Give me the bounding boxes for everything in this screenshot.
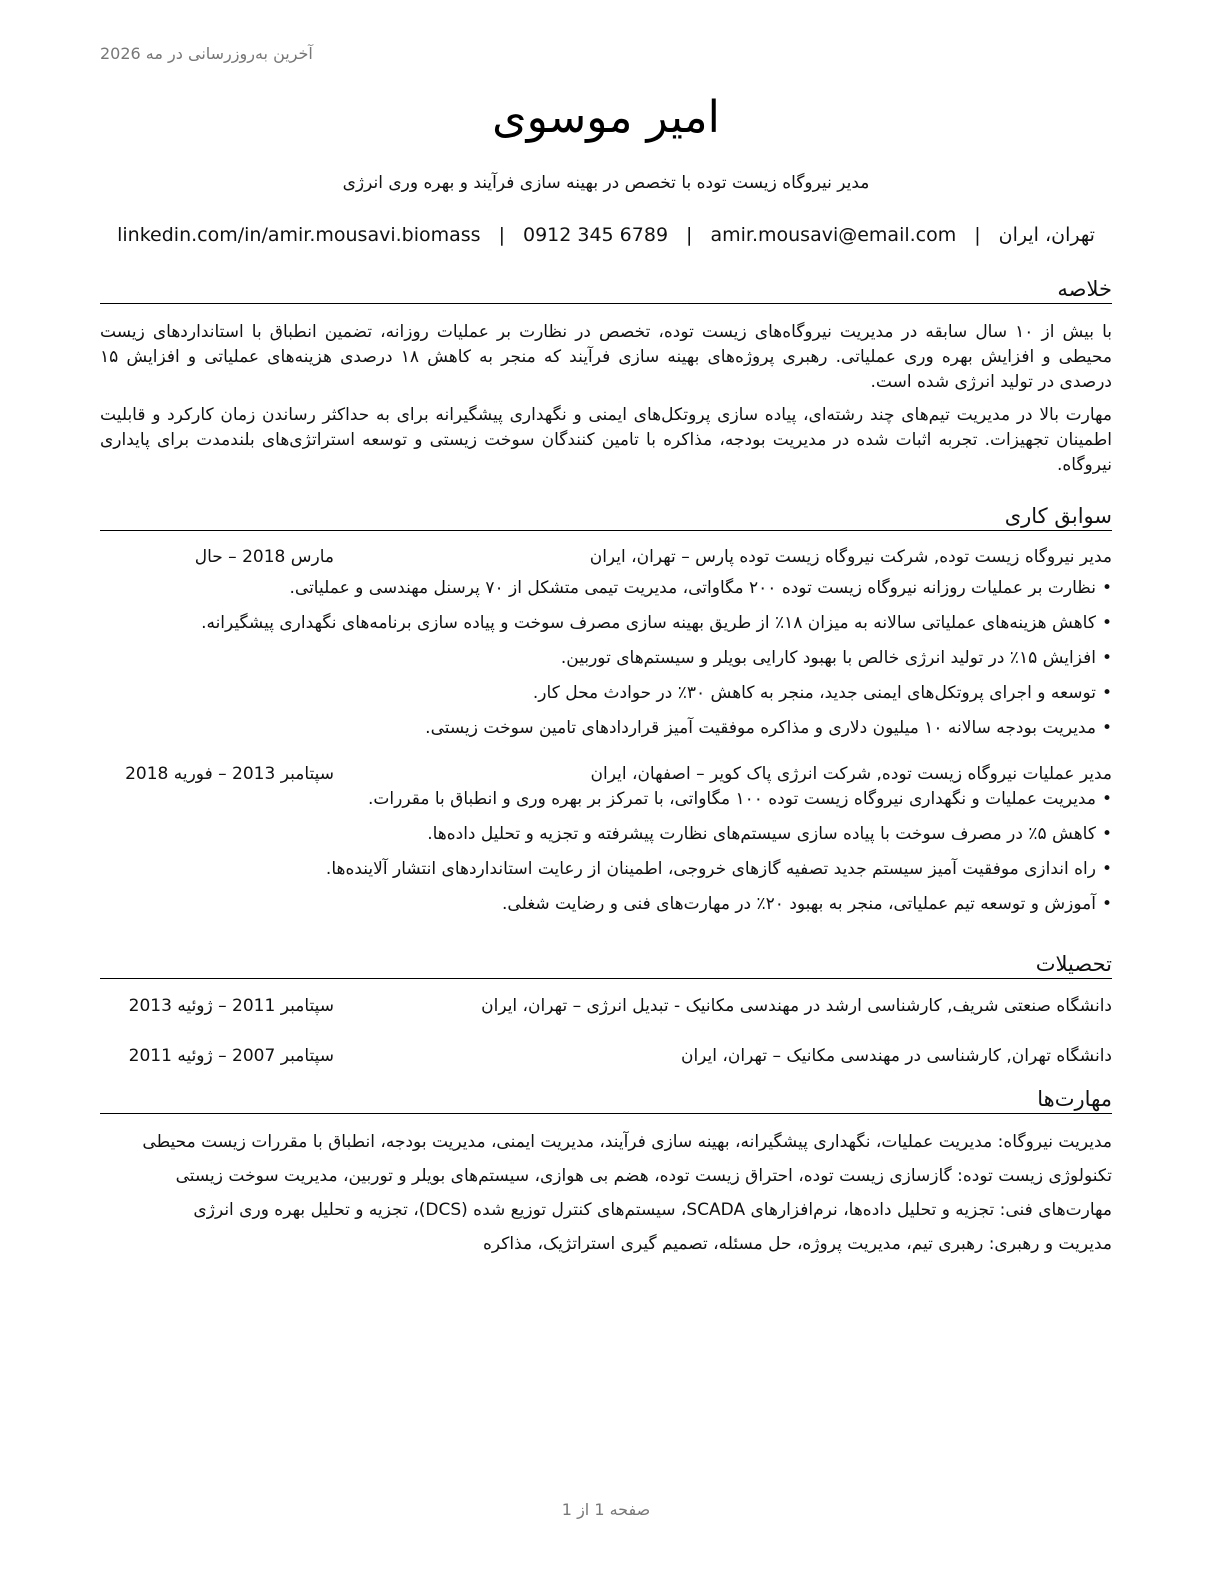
summary-heading: خلاصه xyxy=(100,275,1112,304)
education-heading: تحصیلات xyxy=(100,950,1112,979)
bullet-text: نظارت بر عملیات روزانه نیروگاه زیست توده ۲۰۰ مگاواتی، مدیریت تیمی متشکل از ۷۰ پرسنل مهندسی و عملیاتی. xyxy=(289,578,1096,598)
job-entry xyxy=(100,760,1112,917)
education-dates: سپتامبر 2011 – ژوئیه 2013 xyxy=(128,996,334,1016)
contact-phone[interactable]: 0912 345 6789 xyxy=(522,224,669,246)
summary-paragraph: با بیش از ۱۰ سال سابقه در مدیریت نیروگاه‌های زیست توده، تخصص در نظارت بر عملیات روزانه، تضمین انطباق با استانداردهای زیست محیطی و افزایش بهره وری عملیاتی. رهبری پروژه‌های بهینه سازی فرآیند که منجر به کاهش ۱۸ درصدی هزینه‌های عملیاتی و افزایش ۱۵ درصدی در تولید انرژی شده است. xyxy=(100,322,1113,392)
bullet-item xyxy=(100,892,1112,917)
contact-linkedin[interactable]: linkedin.com/in/amir.mousavi.biomass xyxy=(117,224,481,246)
bullet-item xyxy=(100,822,1112,847)
skill-line: تکنولوژی زیست توده: گازسازی زیست توده، احتراق زیست توده، هضم بی هوازی، سیستم‌های بویلر و توربین، مدیریت سوخت زیستی xyxy=(175,1166,1112,1186)
last-updated-note: آخرین به‌روزرسانی در مه 2026 xyxy=(100,44,313,63)
candidate-name: امیر موسوی xyxy=(492,92,720,143)
job-title: مدیر عملیات نیروگاه زیست توده, شرکت انرژی پاک کویر – اصفهان، ایران xyxy=(590,764,1112,784)
job-entry xyxy=(100,543,1112,741)
bullet-text: آموزش و توسعه تیم عملیاتی، منجر به بهبود ۲۰٪ در مهارت‌های فنی و رضایت شغلی. xyxy=(502,894,1096,914)
bullet-text: افزایش ۱۵٪ در تولید انرژی خالص با بهبود کارایی بویلر و سیستم‌های توربین. xyxy=(560,648,1096,668)
bullet-icon: • xyxy=(1101,578,1112,598)
bullet-item xyxy=(100,576,1112,601)
education-degree: دانشگاه صنعتی شریف, کارشناسی ارشد در مهندسی مکانیک - تبدیل انرژی – تهران، ایران xyxy=(481,996,1112,1016)
job-dates: سپتامبر 2013 – فوریه 2018 xyxy=(125,764,334,784)
bullet-icon: • xyxy=(1101,648,1112,668)
contact-separator: | xyxy=(498,224,505,246)
bullet-text: مدیریت بودجه سالانه ۱۰ میلیون دلاری و مذاکره موفقیت آمیز قراردادهای تامین سوخت زیستی. xyxy=(425,718,1096,738)
job-header xyxy=(100,543,1112,571)
summary-paragraph: مهارت بالا در مدیریت تیم‌های چند رشته‌ای، پیاده سازی پروتکل‌های ایمنی و نگهداری پیشگیرانه برای به حداکثر رساندن زمان کارکرد و قابلیت اطمینان تجهیزات. تجربه اثبات شده در مدیریت بودجه، مذاکره با تامین کنندگان سوخت زیستی و توسعه استراتژی‌های بلندمدت برای پایداری نیروگاه. xyxy=(100,405,1112,475)
skill-line: مدیریت نیروگاه: مدیریت عملیات، نگهداری پیشگیرانه، بهینه سازی فرآیند، مدیریت ایمنی، مدیریت بودجه، انطباق با مقررات زیست محیطی xyxy=(142,1132,1112,1152)
bullet-text: مدیریت عملیات و نگهداری نیروگاه زیست توده ۱۰۰ مگاواتی، با تمرکز بر بهره وری و انطباق با مقررات. xyxy=(368,789,1096,809)
contact-separator: | xyxy=(974,224,981,246)
skill-line: مهارت‌های فنی: تجزیه و تحلیل داده‌ها، نرم‌افزارهای SCADA، سیستم‌های کنترل توزیع شده (DCS)، تجزیه و تحلیل بهره وری انرژی xyxy=(193,1200,1112,1220)
education-dates: سپتامبر 2007 – ژوئیه 2011 xyxy=(128,1046,334,1066)
bullet-text: کاهش ۵٪ در مصرف سوخت با پیاده سازی سیستم‌های نظارت پیشرفته و تجزیه و تحلیل داده‌ها. xyxy=(427,824,1096,844)
education-section xyxy=(100,950,1112,1070)
experience-heading: سوابق کاری xyxy=(100,502,1112,531)
bullet-icon: • xyxy=(1101,859,1112,879)
experience-section xyxy=(100,502,1112,927)
bullet-item xyxy=(100,646,1112,671)
skill-line: مدیریت و رهبری: رهبری تیم، مدیریت پروژه، حل مسئله، تصمیم گیری استراتژیک، مذاکره xyxy=(482,1234,1112,1254)
bullet-icon: • xyxy=(1101,718,1112,738)
bullet-icon: • xyxy=(1101,894,1112,914)
summary-section xyxy=(100,275,1112,478)
bullet-item xyxy=(100,611,1112,636)
skills-section xyxy=(100,1085,1112,1266)
job-dates: مارس 2018 – حال xyxy=(194,547,334,567)
job-header xyxy=(100,760,1112,788)
bullet-icon: • xyxy=(1101,824,1112,844)
bullet-item xyxy=(100,857,1112,882)
contact-location: تهران، ایران xyxy=(998,224,1095,246)
bullet-item xyxy=(100,787,1112,812)
candidate-tagline: مدیر نیروگاه زیست توده با تخصص در بهینه سازی فرآیند و بهره وری انرژی xyxy=(342,173,870,193)
job-bullets xyxy=(100,576,1112,741)
education-entry xyxy=(100,992,1112,1020)
skills-heading: مهارت‌ها xyxy=(100,1085,1112,1114)
job-bullets xyxy=(100,787,1112,917)
contact-line xyxy=(100,221,1112,249)
contact-email[interactable]: amir.mousavi@email.com xyxy=(710,224,957,246)
page-number: صفحه 1 از 1 xyxy=(561,1500,651,1519)
contact-separator: | xyxy=(686,224,693,246)
bullet-text: توسعه و اجرای پروتکل‌های ایمنی جدید، منجر به کاهش ۳۰٪ در حوادث محل کار. xyxy=(532,683,1096,703)
resume-page xyxy=(100,0,1112,1584)
bullet-icon: • xyxy=(1101,613,1112,633)
bullet-item xyxy=(100,681,1112,706)
bullet-icon: • xyxy=(1101,789,1112,809)
bullet-item xyxy=(100,716,1112,741)
job-title: مدیر نیروگاه زیست توده, شرکت نیروگاه زیست توده پارس – تهران، ایران xyxy=(589,547,1112,567)
bullet-text: کاهش هزینه‌های عملیاتی سالانه به میزان ۱۸٪ از طریق بهینه سازی مصرف سوخت و پیاده سازی برنامه‌های نگهداری پیشگیرانه. xyxy=(201,613,1096,633)
education-entry xyxy=(100,1042,1112,1070)
bullet-icon: • xyxy=(1101,683,1112,703)
bullet-text: راه اندازی موفقیت آمیز سیستم جدید تصفیه گازهای خروجی، اطمینان از رعایت استانداردهای انتشار آلاینده‌ها. xyxy=(325,859,1096,879)
education-degree: دانشگاه تهران, کارشناسی در مهندسی مکانیک – تهران، ایران xyxy=(680,1046,1112,1066)
